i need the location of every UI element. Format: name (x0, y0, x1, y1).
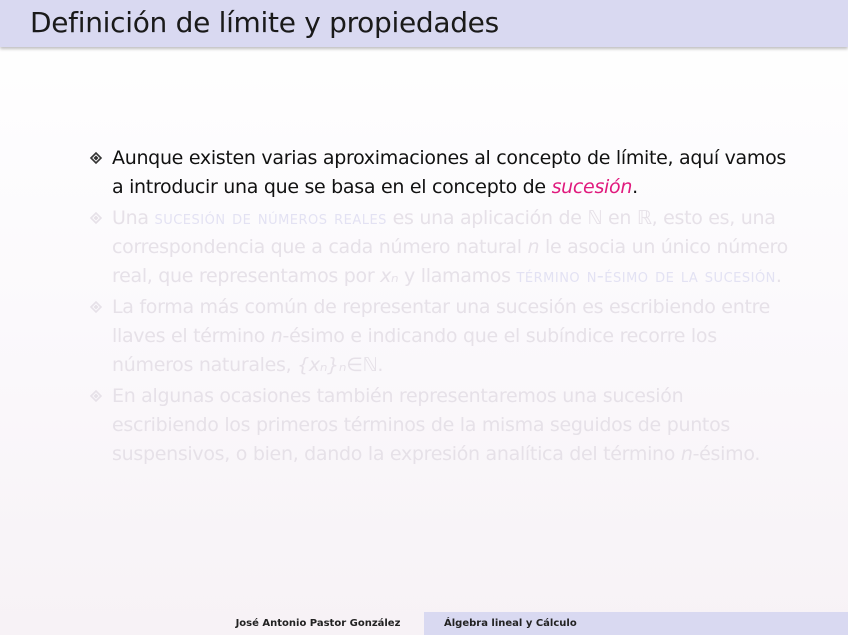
definition-term: término n-ésimo de la sucesión (516, 265, 776, 287)
item-text: La forma más común de representar una sucesión es escribiendo entre llaves el término (112, 296, 771, 347)
footer-author: José Antonio Pastor González (235, 618, 401, 629)
item-text: Aunque existen varias aproximaciones al concepto de límite, aquí vamos a introducir una que se basa en el concepto de (112, 147, 787, 198)
diamond-bullet-icon (89, 300, 103, 314)
item-text: Una (112, 207, 155, 229)
diamond-bullet-icon (89, 211, 103, 225)
item-text: le asocia un único número real, que representamos por (112, 236, 788, 287)
item-text: En algunas ocasiones también representaremos una sucesión escribiendo los primeros términos de la misma seguidos de puntos suspensivos, o bien, dando la expresión analítica del término (112, 385, 731, 465)
item-text: -ésimo. (692, 443, 761, 465)
list-item (88, 204, 788, 291)
math-formula: {xₙ}ₙ∈ℕ (297, 354, 378, 376)
item-text: . (377, 354, 384, 376)
math-variable: n (270, 325, 283, 347)
list-item (88, 144, 788, 202)
diamond-bullet-icon (89, 389, 103, 403)
item-text: es una aplicación de ℕ en ℝ, esto es, una correspondencia que a cada número natural (112, 207, 776, 258)
footer-course: Álgebra lineal y Cálculo (444, 618, 577, 629)
slide-content (88, 144, 788, 471)
list-item (88, 293, 788, 380)
item-text: . (632, 176, 638, 198)
item-text: y llamamos (398, 265, 517, 287)
definition-term: sucesión de números reales (154, 207, 387, 229)
item-text: -ésimo e indicando que el subíndice recorre los números naturales, (112, 325, 717, 376)
title-bar (0, 0, 848, 47)
math-variable: n (527, 236, 540, 258)
footer-course-band (424, 612, 848, 635)
math-variable: n (680, 443, 693, 465)
list-item (88, 382, 788, 469)
math-variable: xₙ (380, 265, 399, 287)
emphasis-term: sucesión (551, 176, 633, 198)
footer (0, 612, 848, 635)
item-text: . (775, 265, 782, 287)
slide-title: Definición de límite y propiedades (30, 6, 499, 39)
diamond-bullet-icon (89, 151, 103, 165)
